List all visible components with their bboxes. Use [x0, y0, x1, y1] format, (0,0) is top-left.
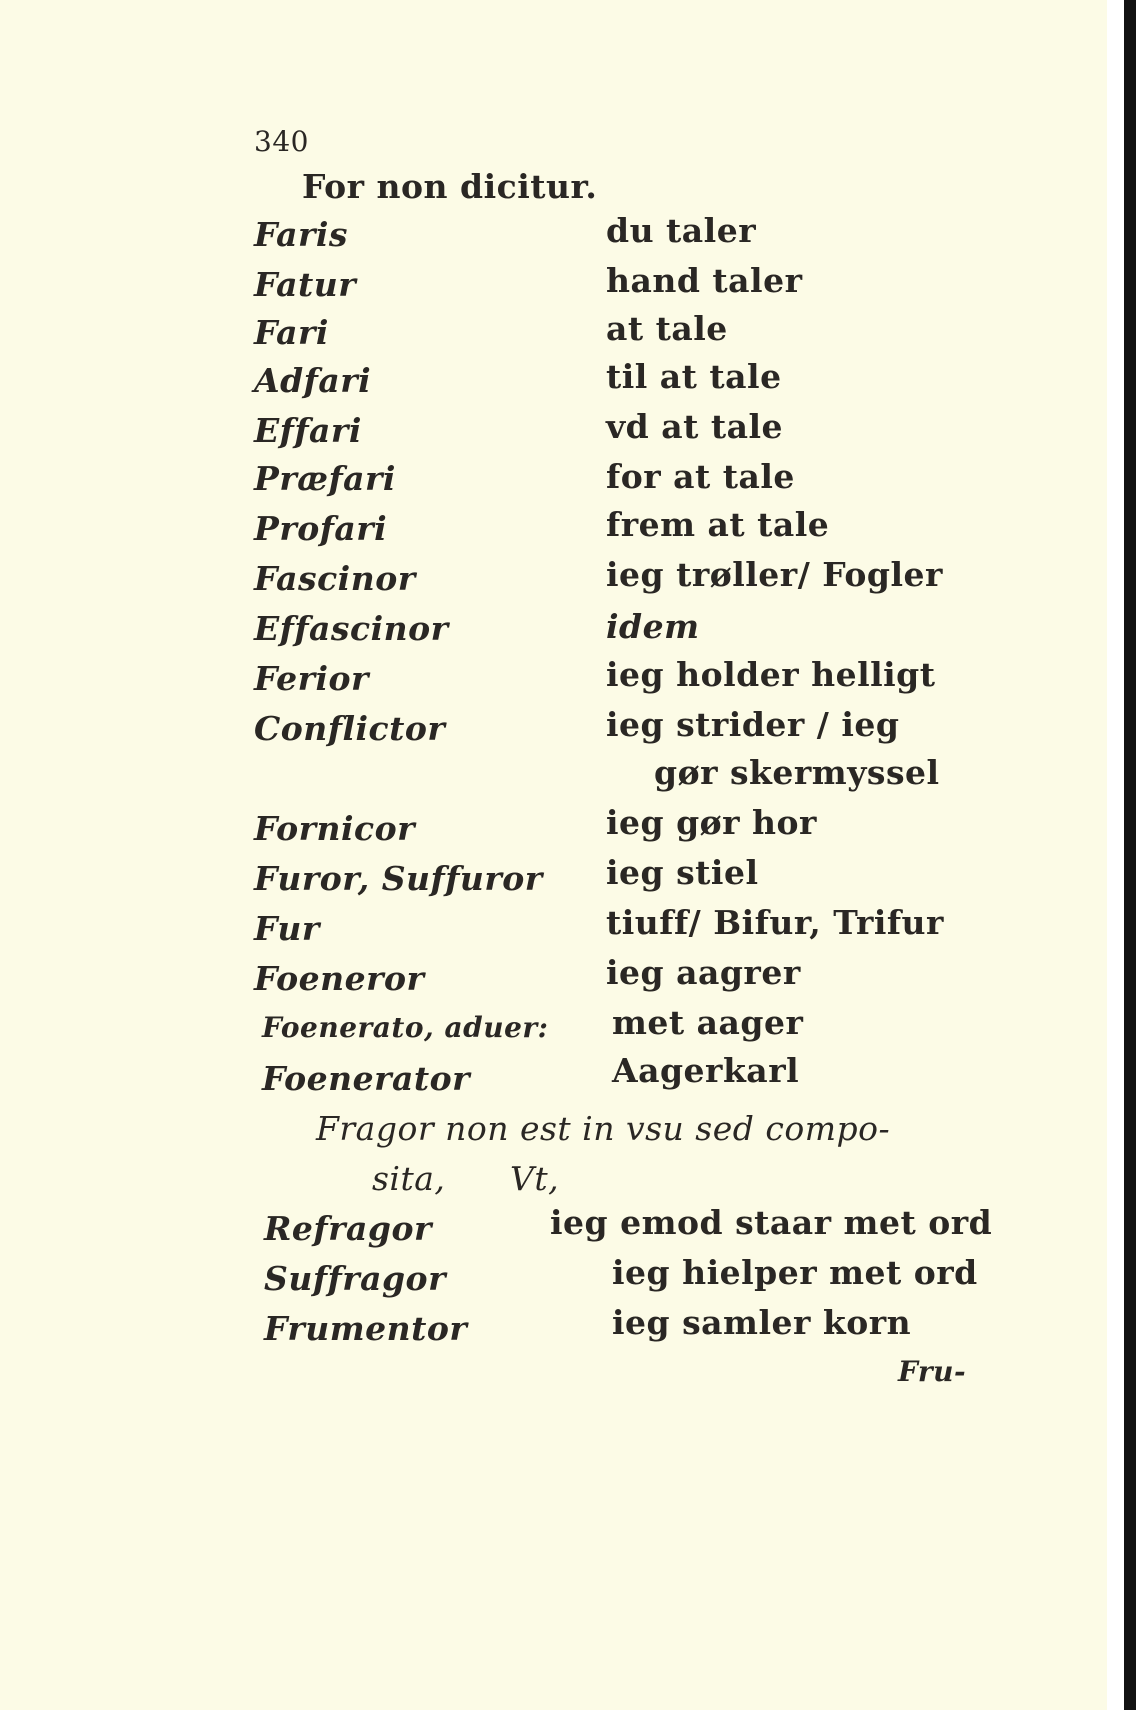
latin-term: Refragor	[264, 1209, 432, 1248]
latin-term: Profari	[254, 509, 388, 548]
catchword: Fru-	[898, 1355, 967, 1388]
danish-gloss-continuation: gør skermyssel	[654, 753, 940, 792]
note-line-fragment: Vt,	[510, 1159, 560, 1198]
danish-gloss: Aagerkarl	[612, 1051, 800, 1090]
scan-edge-bottom	[0, 1710, 1136, 1726]
latin-term: Effascinor	[254, 609, 449, 648]
latin-term: Fornicor	[254, 809, 416, 848]
danish-gloss: tiuff/ Bifur, Trifur	[606, 903, 944, 942]
latin-term: Fari	[254, 313, 329, 352]
latin-term: Furor, Suffuror	[254, 859, 543, 898]
latin-term: Adfari	[254, 361, 372, 400]
danish-gloss: met aager	[612, 1003, 804, 1042]
danish-gloss: ieg stiel	[606, 853, 759, 892]
latin-term: Frumentor	[264, 1309, 468, 1348]
danish-gloss: til at tale	[606, 357, 782, 396]
latin-term: Fur	[254, 909, 320, 948]
danish-gloss: ieg samler korn	[612, 1303, 912, 1342]
scan-edge-right	[1124, 0, 1136, 1726]
latin-term: Effari	[254, 411, 362, 450]
latin-term: Faris	[254, 215, 349, 254]
latin-term: Fatur	[254, 265, 357, 304]
note-line: Fragor non est in vsu sed compo-	[316, 1109, 891, 1148]
danish-gloss: vd at tale	[606, 407, 784, 446]
section-heading: For non dicitur.	[302, 167, 598, 206]
danish-gloss: for at tale	[606, 457, 795, 496]
latin-term: Foenerator	[262, 1059, 471, 1098]
danish-gloss: hand taler	[606, 261, 803, 300]
danish-gloss: ieg emod staar met ord	[550, 1203, 993, 1242]
danish-gloss: ieg hielper met ord	[612, 1253, 978, 1292]
latin-term: Ferior	[254, 659, 369, 698]
latin-term: Conflictor	[254, 709, 446, 748]
latin-term: Præfari	[254, 459, 396, 498]
danish-gloss: ieg trøller/ Fogler	[606, 555, 943, 594]
danish-gloss: ieg holder helligt	[606, 655, 936, 694]
danish-gloss: ieg strider / ieg	[606, 705, 900, 744]
danish-gloss: at tale	[606, 309, 728, 348]
note-line-fragment: sita,	[372, 1159, 446, 1198]
danish-gloss: du taler	[606, 211, 757, 250]
danish-gloss: ieg gør hor	[606, 803, 817, 842]
latin-term: Fascinor	[254, 559, 416, 598]
latin-term: Foeneror	[254, 959, 425, 998]
danish-gloss: frem at tale	[606, 505, 830, 544]
page-number: 340	[254, 125, 309, 158]
danish-gloss: idem	[606, 607, 700, 646]
danish-gloss: ieg aagrer	[606, 953, 801, 992]
latin-term: Foenerato, aduer:	[262, 1011, 549, 1044]
latin-term: Suffragor	[264, 1259, 446, 1298]
